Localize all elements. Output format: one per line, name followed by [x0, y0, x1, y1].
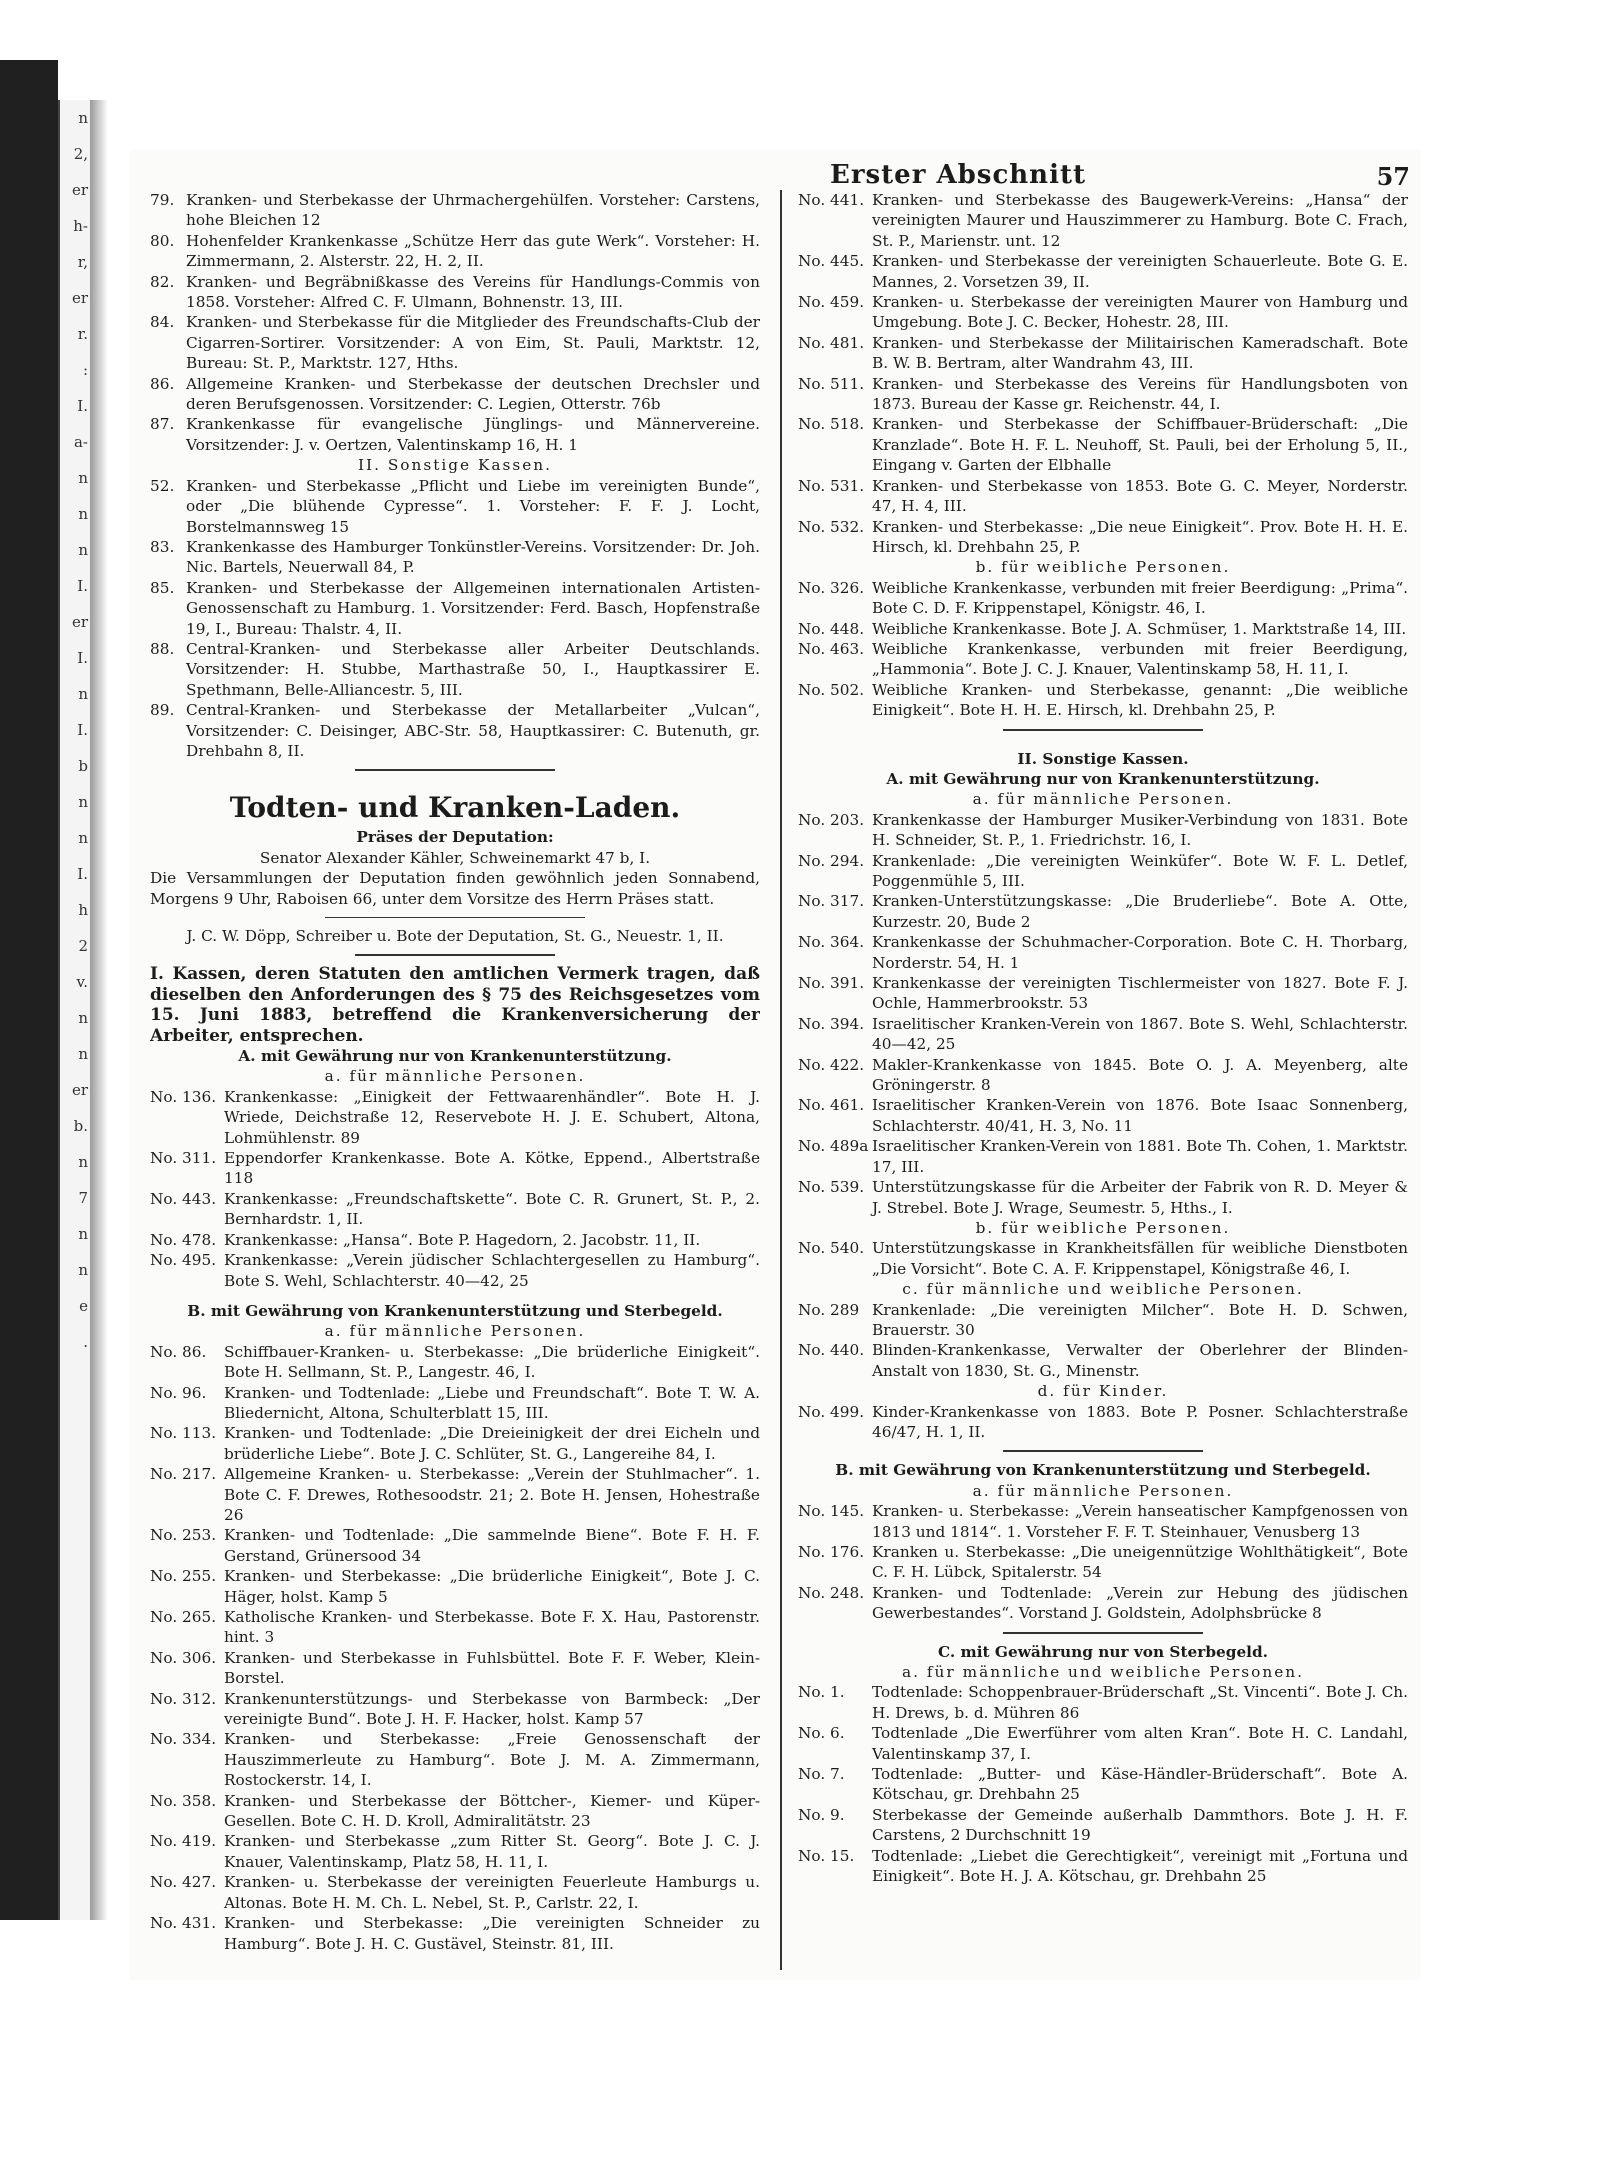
gutter-fragment: . [83, 1333, 88, 1351]
list-entry [798, 578, 1408, 619]
entry-text: Kranken- und Sterbekasse: „Die neue Einigkeit“. Prov. Bote H. H. E. Hirsch, kl. Drehbahn 25, P. [872, 517, 1408, 556]
left-column [150, 190, 760, 1970]
entry-text: Kranken- und Todtenlade: „Verein zur Hebung des jüdischen Gewerbestandes“. Vorstand J. Goldstein, Adolphsbrücke 8 [872, 1583, 1408, 1623]
divider [1003, 729, 1203, 731]
entry-text: Todtenlade: „Liebet die Gerechtigkeit“, vereinigt mit „Fortuna und Einigkeit“. Bote H. J. A. Kötschau, gr. Drehbahn 25 [872, 1846, 1408, 1886]
list-entry [798, 810, 1408, 851]
entry-number: No. 502. [798, 680, 865, 699]
entry-text: Kranken- und Sterbekasse der Uhrmachergehülfen. Vorsteher: Carstens, hohe Bleichen 12 [186, 191, 760, 230]
entry-number: No. 136. [150, 1087, 217, 1106]
list-entry [798, 414, 1408, 475]
scan-dark-edge [0, 60, 58, 1920]
sub-b-category: a. für männliche Personen. [324, 1322, 586, 1341]
gutter-fragment: n [78, 1009, 88, 1027]
entry-text: Kranken- und Sterbekasse der Militairischen Kameradschaft. Bote B. W. B. Bertram, alter Wandrahm 43, III. [872, 333, 1408, 373]
list-entry [798, 1583, 1408, 1624]
list-entry [798, 1682, 1408, 1723]
entry-text: Weibliche Krankenkasse, verbunden mit freier Beerdigung, „Hammonia“. Bote J. C. J. Knauer, Valentinskamp 58, H. 11, I. [872, 639, 1408, 679]
gutter-fragment: n [78, 1045, 88, 1063]
gutter-fragment: n [78, 505, 88, 523]
entry-number: 86. [150, 374, 175, 393]
list-entry [798, 973, 1408, 1014]
sec2-a-heading: A. mit Gewährung nur von Krankenunterstützung. [886, 769, 1320, 788]
gutter-fragment: I. [77, 865, 88, 883]
entry-text: Kranken- und Sterbekasse der Schiffbauer-Brüderschaft: „Die Kranzlade“. Bote H. F. L. Neuhoff, St. Pauli, bei der Erholung 5, II., Eingang v. Garten der Elbhalle [872, 415, 1408, 475]
entry-number: No. 96. [150, 1383, 207, 1402]
sonstige-heading-right: II. Sonstige Kassen. [1017, 749, 1189, 768]
entry-text: Kranken- und Begräbnißkasse des Vereins für Handlungs-Commis von 1858. Vorsteher: Alfred C. F. Ulmann, Bohnenstr. 13, III. [186, 272, 760, 312]
entry-number: No. 145. [798, 1502, 865, 1521]
sec2-b-entries-list [798, 1501, 1408, 1623]
sonstige-entries-list [150, 476, 760, 762]
entry-text: Kranken- und Sterbekasse des Baugewerk-Vereins: „Hansa“ der vereinigten Maurer und Hauszimmerer zu Hamburg. Bote C. Frach, St. P., Marienstr. unt. 12 [872, 191, 1408, 250]
gutter-fragment: n [78, 829, 88, 847]
entry-text: Israelitischer Kranken-Verein von 1867. Bote S. Wehl, Schlachterstr. 40—42, 25 [872, 1014, 1408, 1054]
weibliche-heading: b. für weibliche Personen. [975, 558, 1231, 577]
laden-title: Todten- und Kranken-Laden. [229, 791, 681, 825]
entry-number: No. 540. [798, 1239, 865, 1258]
entry-text: Sterbekasse der Gemeinde außerhalb Dammthors. Bote J. H. F. Carstens, 2 Durchschnitt 19 [872, 1805, 1408, 1845]
entry-text: Krankenkasse der Hamburger Musiker-Verbindung von 1831. Bote H. Schneider, St. P., 1. Friedrichstr. 16, I. [872, 810, 1408, 850]
entry-number: No. 532. [798, 517, 865, 536]
gutter-fragment: h [78, 901, 88, 919]
gutter-shadow [90, 100, 108, 1920]
entry-text: Kranken-Unterstützungskasse: „Die Bruderliebe“. Bote A. Otte, Kurzestr. 20, Bude 2 [872, 892, 1408, 931]
entry-text: Kranken- und Sterbekasse in Fuhlsbüttel. Bote F. F. Weber, Klein-Borstel. [224, 1648, 760, 1688]
list-entry [150, 700, 760, 761]
entry-number: No. 289 [798, 1300, 860, 1319]
entry-number: No. 358. [150, 1791, 217, 1810]
entry-number: No. 431. [150, 1914, 217, 1933]
sub-a-category: a. für männliche Personen. [324, 1067, 586, 1086]
gutter-fragment: 2, [73, 145, 88, 163]
list-entry [798, 932, 1408, 973]
list-entry [798, 1402, 1408, 1443]
list-entry [798, 1136, 1408, 1177]
entry-text: Kranken- und Todtenlade: „Liebe und Freundschaft“. Bote T. W. A. Bliedernicht, Altona, Schulterblatt 15, III. [224, 1383, 760, 1422]
gutter-fragment: I. [77, 397, 88, 415]
list-entry [150, 1525, 760, 1566]
entry-number: No. 253. [150, 1526, 217, 1545]
entry-text: Krankenkasse der vereinigten Tischlermeister von 1827. Bote F. J. Ochle, Hammerbrookstr. 53 [872, 974, 1408, 1013]
right-column [798, 190, 1408, 1970]
entry-number: No. 113. [150, 1424, 217, 1443]
entry-text: Kranken- und Sterbekasse: „Freie Genossenschaft der Hauszimmerleute zu Hamburg“. Bote J. M. A. Zimmermann, Rostockerstr. 14, I. [224, 1730, 760, 1790]
entry-number: No. 312. [150, 1689, 217, 1708]
page [130, 150, 1420, 1980]
entry-text: Kranken- und Sterbekasse der Allgemeinen internationalen Artisten-Genossenschaft zu Hamburg. 1. Vorsitzender: Ferd. Basch, Hopfenstraße 19, I., Bureau: Thalstr. 4, II. [186, 578, 760, 638]
gutter-fragment: n [78, 685, 88, 703]
sec2-a-category: a. für männliche Personen. [972, 790, 1234, 809]
gutter-fragment: n [78, 109, 88, 127]
sub-b-entries-list [150, 1342, 760, 1954]
entry-number: 84. [150, 313, 175, 332]
gutter-fragment: 2 [78, 937, 88, 955]
gutter-fragment: b [78, 757, 88, 775]
list-entry [150, 1342, 760, 1383]
list-entry [150, 1648, 760, 1689]
gutter-fragment: er [71, 613, 88, 631]
entry-number: No. 419. [150, 1832, 217, 1851]
entry-text: Unterstützungskasse für die Arbeiter der Fabrik von R. D. Meyer & J. Strebel. Bote J. Wrage, Seumestr. 5, Hths., I. [872, 1178, 1408, 1217]
entry-text: Kranken- und Sterbekasse des Vereins für Handlungsboten von 1873. Bureau der Kasse gr. Reichenstr. 44, I. [872, 374, 1408, 414]
entry-number: No. 459. [798, 293, 865, 312]
gutter-fragment: r. [77, 325, 88, 343]
entry-number: No. 427. [150, 1873, 217, 1892]
entry-number: No. 6. [798, 1724, 845, 1743]
entry-text: Allgemeine Kranken- u. Sterbekasse: „Verein der Stuhlmacher“. 1. Bote C. F. Drewes, Rothesoodstr. 21; 2. Bote H. Jensen, Hohestraße 26 [224, 1465, 760, 1524]
list-entry [798, 1846, 1408, 1887]
sec2-c-category: a. für männliche und weibliche Personen. [902, 1663, 1304, 1682]
entry-text: Krankenlade: „Die vereinigten Milcher“. Bote H. D. Schwen, Brauerstr. 30 [872, 1300, 1408, 1339]
entry-number: No. 317. [798, 892, 865, 911]
entry-number: No. 422. [798, 1055, 865, 1074]
entry-number: No. 489a [798, 1137, 869, 1156]
list-entry [798, 639, 1408, 680]
entry-number: No. 443. [150, 1189, 217, 1208]
gutter-fragment: a- [73, 433, 88, 451]
entry-text: Krankenkasse: „Freundschaftskette“. Bote C. R. Grunert, St. P., 2. Bernhardstr. 1, II. [224, 1189, 760, 1229]
list-entry [798, 891, 1408, 932]
gutter-fragment: er [71, 1081, 88, 1099]
entry-number: 83. [150, 537, 175, 556]
entry-number: 87. [150, 415, 175, 434]
list-entry [150, 1189, 760, 1230]
entry-text: Kranken- u. Sterbekasse der vereinigten Maurer von Hamburg und Umgebung. Bote J. C. Becker, Hohestr. 28, III. [872, 293, 1408, 332]
list-entry [798, 619, 1408, 639]
entry-number: No. 448. [798, 619, 865, 638]
entry-text: Makler-Krankenkasse von 1845. Bote O. J. A. Meyenberg, alte Gröningerstr. 8 [872, 1055, 1408, 1095]
list-entry [150, 537, 760, 578]
sec2-a-entries-list [798, 810, 1408, 1218]
entry-text: Kranken- und Sterbekasse der vereinigten Schauerleute. Bote G. E. Mannes, 2. Vorsetzen 39, II. [872, 252, 1408, 291]
gutter-fragment: n [78, 469, 88, 487]
entry-text: Kranken- u. Sterbekasse der vereinigten Feuerleute Hamburgs u. Altonas. Bote H. M. Ch. L. Nebel, St. P., Carlstr. 22, I. [224, 1873, 760, 1912]
entry-number: No. 364. [798, 933, 865, 952]
list-entry [798, 680, 1408, 721]
entry-number: No. 391. [798, 974, 865, 993]
entry-number: 79. [150, 191, 175, 209]
entry-text: Central-Kranken- und Sterbekasse aller Arbeiter Deutschlands. Vorsitzender: H. Stubbe, Marthastraße 50, I., Hauptkassirer E. Spethmann, Belle-Alliancestr. 5, III. [186, 639, 760, 699]
entry-text: Todtenlade: Schoppenbrauer-Brüderschaft „St. Vincenti“. Bote J. Ch. H. Drews, b. d. Mühren 86 [872, 1683, 1408, 1722]
entry-text: Unterstützungskasse in Krankheitsfällen für weibliche Dienstboten „Die Vorsicht“. Bote C. A. F. Krippenstapel, Königstraße 46, I. [872, 1239, 1408, 1278]
gutter-fragment: r, [77, 253, 88, 271]
entry-text: Allgemeine Kranken- und Sterbekasse der deutschen Drechsler und deren Berufsgenossen. Vorsitzender: C. Legien, Otterstr. 76b [186, 374, 760, 414]
entry-number: No. 7. [798, 1765, 845, 1784]
list-entry [150, 1250, 760, 1291]
right-top-entries-list [798, 190, 1408, 557]
entry-text: Krankenkasse: „Verein jüdischer Schlachtergesellen zu Hamburg“. Bote S. Wehl, Schlachterstr. 40—42, 25 [224, 1251, 760, 1290]
entry-number: No. 461. [798, 1096, 865, 1115]
entry-number: No. 217. [150, 1465, 217, 1484]
entry-text: Krankenunterstützungs- und Sterbekasse von Barmbeck: „Der vereinigte Bund“. Bote J. H. F. Hacker, holst. Kamp 57 [224, 1689, 760, 1729]
sub-a-heading: A. mit Gewährung nur von Krankenunterstützung. [238, 1047, 672, 1066]
entry-text: Krankenkasse der Schuhmacher-Corporation. Bote C. H. Thorbarg, Norderstr. 54, H. 1 [872, 933, 1408, 972]
list-entry [150, 1872, 760, 1913]
gutter-fragment: h- [73, 217, 88, 235]
entry-number: 89. [150, 701, 175, 720]
entry-text: Katholische Kranken- und Sterbekasse. Bote F. X. Hau, Pastorenstr. hint. 3 [224, 1608, 760, 1647]
sec2-a-c-entries-list [798, 1300, 1408, 1382]
list-entry [150, 414, 760, 455]
list-entry [150, 1689, 760, 1730]
entry-number: No. 511. [798, 374, 865, 393]
schreiber-text: J. C. W. Döpp, Schreiber u. Bote der Deputation, St. G., Neuestr. 1, II. [186, 927, 724, 945]
entry-number: No. 478. [150, 1230, 217, 1249]
list-entry [150, 1729, 760, 1790]
entry-number: No. 334. [150, 1730, 217, 1749]
gutter-fragment: : [82, 361, 88, 379]
entry-number: No. 495. [150, 1251, 217, 1270]
list-entry [798, 1238, 1408, 1279]
entry-text: Weibliche Krankenkasse. Bote J. A. Schmüser, 1. Marktstraße 14, III. [872, 619, 1407, 638]
entry-number: No. 394. [798, 1014, 865, 1033]
gutter-fragment: I. [77, 649, 88, 667]
entry-text: Weibliche Kranken- und Sterbekasse, genannt: „Die weibliche Einigkeit“. Bote H. H. E. Hirsch, kl. Drehbahn 25, P. [872, 680, 1408, 720]
entry-text: Israelitischer Kranken-Verein von 1876. Bote Isaac Sonnenberg, Schlachterstr. 40/41, H. 3, No. 11 [872, 1096, 1408, 1135]
entry-text: Krankenlade: „Die vereinigten Weinküfer“. Bote W. F. L. Detlef, Poggenmühle 5, III. [872, 851, 1408, 890]
divider [355, 769, 555, 771]
list-entry [798, 1055, 1408, 1096]
entry-text: Krankenkasse für evangelische Jünglings- und Männervereine. Vorsitzender: J. v. Oertzen, Valentinskamp 16, H. 1 [186, 415, 760, 454]
entry-number: No. 481. [798, 333, 865, 352]
entry-number: No. 499. [798, 1402, 865, 1421]
list-entry [798, 190, 1408, 251]
list-entry [798, 292, 1408, 333]
entry-number: No. 445. [798, 252, 865, 271]
list-entry [150, 1566, 760, 1607]
entry-text: Central-Kranken- und Sterbekasse der Metallarbeiter „Vulcan“, Vorsitzender: C. Deisinger, ABC-Str. 58, Hauptkassirer: C. Butenuth, gr. Drehbahn 8, II. [186, 701, 760, 760]
sec2-a-d-category: d. für Kinder. [1037, 1382, 1169, 1401]
list-entry [798, 251, 1408, 292]
previous-page-gutter [58, 100, 92, 1920]
entry-text: Kinder-Krankenkasse von 1883. Bote P. Posner. Schlachterstraße 46/47, H. 1, II. [872, 1402, 1408, 1441]
section1-heading: I. Kassen, deren Statuten den amtlichen Vermerk tragen, daß dieselben den Anforderungen des § 75 des Reichsgesetzes vom 15. Juni 1883, betreffend die Krankenversicherung der Arbeiter, entsprechen. [150, 964, 760, 1046]
column-rule [780, 190, 782, 1970]
entry-number: No. 440. [798, 1341, 865, 1360]
entry-text: Todtenlade: „Butter- und Käse-Händler-Brüderschaft“. Bote A. Kötschau, gr. Drehbahn 25 [872, 1765, 1408, 1804]
list-entry [798, 1340, 1408, 1381]
entry-text: Kranken- und Sterbekasse „zum Ritter St. Georg“. Bote J. C. J. Knauer, Valentinskamp, Platz 58, H. 11, I. [224, 1832, 760, 1871]
list-entry [150, 1831, 760, 1872]
list-entry [798, 333, 1408, 374]
gutter-fragment: 7 [78, 1189, 88, 1207]
gutter-fragment: n [78, 793, 88, 811]
entry-text: Kranken- und Sterbekasse: „Die brüderliche Einigkeit“, Bote J. C. Häger, holst. Kamp 5 [224, 1567, 760, 1606]
list-entry [150, 1791, 760, 1832]
list-entry [798, 1014, 1408, 1055]
entry-number: No. 248. [798, 1583, 865, 1602]
list-entry [150, 1464, 760, 1525]
list-entry [150, 374, 760, 415]
entry-text: Kranken- und Todtenlade: „Die Dreieinigkeit der drei Eicheln und brüderliche Liebe“. Bote J. C. Schlüter, St. G., Langereihe 84, I. [224, 1424, 760, 1463]
gutter-fragment: e [79, 1297, 88, 1315]
praeses-heading: Präses der Deputation: [356, 828, 554, 847]
entry-number: 82. [150, 272, 175, 291]
list-entry [798, 1095, 1408, 1136]
list-entry [150, 1913, 760, 1954]
entry-number: No. 518. [798, 415, 865, 434]
divider [355, 954, 555, 956]
sec2-a-d-entries-list [798, 1402, 1408, 1443]
list-entry [150, 231, 760, 272]
entry-number: 85. [150, 578, 175, 597]
page-number: 57 [1376, 162, 1410, 191]
entry-text: Schiffbauer-Kranken- u. Sterbekasse: „Die brüderliche Einigkeit“. Bote H. Sellmann, St. P., Langestr. 46, I. [224, 1342, 760, 1382]
section-heading-sonstige: II. Sonstige Kassen. [358, 456, 552, 475]
gutter-fragment: n [78, 1261, 88, 1279]
list-entry [150, 1423, 760, 1464]
entry-number: No. 203. [798, 810, 865, 829]
entry-text: Kranken- und Sterbekasse „Pflicht und Liebe im vereinigten Bunde“, oder „Die blühende Cypresse“. 1. Vorsteher: F. F. J. Locht, Borstelmannsweg 15 [186, 476, 760, 536]
list-entry [798, 374, 1408, 415]
list-entry [798, 851, 1408, 892]
list-entry [798, 1764, 1408, 1805]
entry-number: No. 326. [798, 578, 865, 597]
list-entry [150, 1230, 760, 1250]
entry-text: Kranken- und Sterbekasse: „Die vereinigten Schneider zu Hamburg“. Bote J. H. C. Gustävel, Steinstr. 81, III. [224, 1914, 760, 1953]
deputation-text: Die Versammlungen der Deputation finden gewöhnlich jeden Sonnabend, Morgens 9 Uhr, Raboisen 66, unter dem Vorsitze des Herrn Präses statt. [150, 869, 760, 908]
entry-text: Eppendorfer Krankenkasse. Bote A. Kötke, Eppend., Albertstraße 118 [224, 1149, 760, 1188]
entry-text: Kranken u. Sterbekasse: „Die uneigennützige Wohlthätigkeit“, Bote C. F. H. Lübck, Spitalerstr. 54 [872, 1543, 1408, 1582]
entry-number: No. 15. [798, 1846, 855, 1865]
entry-text: Kranken- und Sterbekasse für die Mitglieder des Freundschafts-Club der Cigarren-Sortirer. Vorsitzender: A von Eim, St. Pauli, Marktstr. 12, Bureau: St. P., Marktstr. 127, Hths. [186, 313, 760, 373]
gutter-fragment: er [71, 289, 88, 307]
sub-b-heading: B. mit Gewährung von Krankenunterstützung und Sterbegeld. [187, 1301, 723, 1320]
entry-text: Kranken- u. Sterbekasse: „Verein hanseatischer Kampfgenossen von 1813 und 1814“. 1. Vorsteher F. F. T. Steinhauer, Venusberg 13 [872, 1502, 1408, 1541]
gutter-fragment: n [78, 1225, 88, 1243]
gutter-fragment: n [78, 1153, 88, 1171]
list-entry [798, 476, 1408, 517]
entry-number: No. 311. [150, 1149, 217, 1168]
praeses-text: Senator Alexander Kähler, Schweinemarkt 47 b, I. [259, 848, 651, 867]
entry-text: Kranken- und Sterbekasse von 1853. Bote G. C. Meyer, Norderstr. 47, H. 4, III. [872, 476, 1408, 516]
list-entry [798, 1805, 1408, 1846]
entry-number: No. 86. [150, 1342, 207, 1361]
entry-number: No. 1. [798, 1683, 845, 1702]
sec2-b-category: a. für männliche Personen. [972, 1481, 1234, 1500]
section-title: Erster Abschnitt [830, 160, 1086, 190]
list-entry [798, 517, 1408, 558]
list-entry [150, 190, 760, 231]
list-entry [150, 476, 760, 537]
entry-number: 88. [150, 639, 175, 658]
entry-number: 52. [150, 476, 175, 495]
gutter-fragment: v. [76, 973, 88, 991]
entry-number: No. 441. [798, 191, 865, 209]
list-entry [150, 1148, 760, 1189]
list-entry [150, 1087, 760, 1148]
list-entry [798, 1177, 1408, 1218]
sec2-b-heading: B. mit Gewährung von Krankenunterstützung und Sterbegeld. [835, 1461, 1371, 1480]
entry-text: Kranken- und Todtenlade: „Die sammelnde Biene“. Bote F. H. F. Gerstand, Grünersood 34 [224, 1526, 760, 1565]
entry-number: No. 9. [798, 1805, 845, 1824]
entry-text: Israelitischer Kranken-Verein von 1881. Bote Th. Cohen, 1. Marktstr. 17, III. [872, 1137, 1408, 1176]
weibliche-entries-list [798, 578, 1408, 721]
list-entry [798, 1300, 1408, 1341]
entry-text: Blinden-Krankenkasse, Verwalter der Oberlehrer der Blinden-Anstalt von 1830, St. G., Minenstr. [872, 1341, 1408, 1380]
top-entries-list [150, 190, 760, 455]
list-entry [150, 639, 760, 700]
list-entry [150, 272, 760, 313]
entry-text: Krankenkasse: „Einigkeit der Fettwaarenhändler“. Bote H. J. Wriede, Deichstraße 12, Reservebote H. J. E. Schubert, Altona, Lohmühlenstr. 89 [224, 1087, 760, 1147]
entry-text: Krankenkasse des Hamburger Tonkünstler-Vereins. Vorsitzender: Dr. Joh. Nic. Bartels, Neuerwall 84, P. [186, 537, 760, 577]
entry-text: Todtenlade „Die Ewerführer vom alten Kran“. Bote H. C. Landahl, Valentinskamp 37, I. [872, 1724, 1408, 1763]
sec2-c-entries-list [798, 1682, 1408, 1886]
entry-text: Kranken- und Sterbekasse der Böttcher-, Kiemer- und Küper-Gesellen. Bote C. H. D. Kroll, Admiralitätstr. 23 [224, 1791, 760, 1831]
entry-number: No. 294. [798, 851, 865, 870]
gutter-fragment: er [71, 181, 88, 199]
list-entry [798, 1542, 1408, 1583]
entry-number: No. 463. [798, 639, 865, 658]
entry-number: No. 255. [150, 1567, 217, 1586]
list-entry [150, 1383, 760, 1424]
divider [325, 917, 585, 918]
divider [1003, 1632, 1203, 1634]
sec2-c-heading: C. mit Gewährung nur von Sterbegeld. [937, 1642, 1269, 1661]
divider [1003, 1450, 1203, 1452]
gutter-fragment: n [78, 541, 88, 559]
sec2-a-b-category: b. für weibliche Personen. [975, 1218, 1231, 1237]
gutter-fragment: I. [77, 721, 88, 739]
list-entry [150, 578, 760, 639]
list-entry [798, 1723, 1408, 1764]
entry-number: No. 531. [798, 476, 865, 495]
entry-text: Weibliche Krankenkasse, verbunden mit freier Beerdigung: „Prima“. Bote C. D. F. Krippenstapel, Königstr. 46, I. [872, 578, 1408, 618]
gutter-fragment: b. [73, 1117, 88, 1135]
list-entry [798, 1501, 1408, 1542]
list-entry [150, 1607, 760, 1648]
gutter-fragment: I. [77, 577, 88, 595]
entry-number: 80. [150, 231, 175, 250]
sec2-a-b-entries-list [798, 1238, 1408, 1279]
entry-number: No. 265. [150, 1608, 217, 1626]
sec2-a-c-category: c. für männliche und weibliche Personen. [902, 1280, 1304, 1299]
entry-text: Hohenfelder Krankenkasse „Schütze Herr das gute Werk“. Vorsteher: H. Zimmermann, 2. Alsterstr. 22, H. 2, II. [186, 231, 760, 271]
entry-number: No. 176. [798, 1543, 865, 1561]
entry-number: No. 306. [150, 1648, 217, 1667]
entry-number: No. 539. [798, 1178, 865, 1197]
sub-a-entries-list [150, 1087, 760, 1291]
list-entry [150, 312, 760, 373]
entry-text: Krankenkasse: „Hansa“. Bote P. Hagedorn, 2. Jacobstr. 11, II. [224, 1230, 701, 1249]
